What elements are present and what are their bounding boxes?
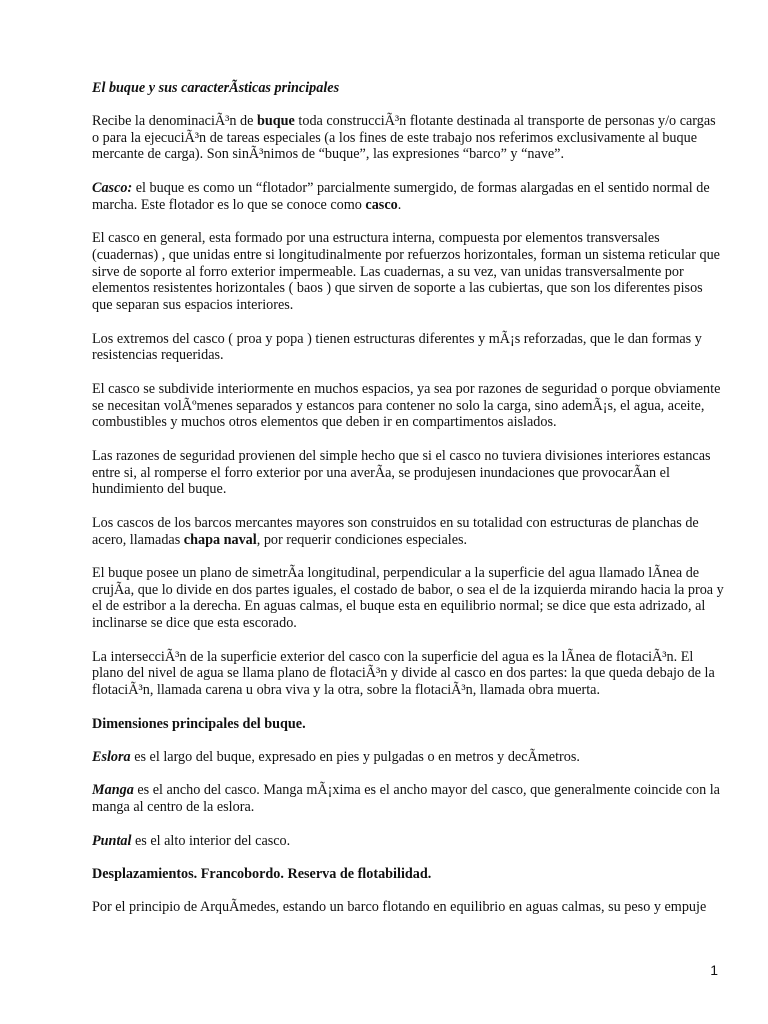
paragraph-text: es el ancho del casco. Manga mÃ¡xima es el ancho mayor del casco, que generalmente coincide con la manga al centro de la eslora. bbox=[92, 782, 720, 816]
paragraph-casco bbox=[92, 180, 724, 214]
term-buque: buque bbox=[257, 112, 295, 129]
paragraph-simetria: El buque posee un plano de simetrÃa longitudinal, perpendicular a la superficie del agua llamado lÃnea de crujÃa, que lo divide en dos partes iguales, el costado de babor, o sea el de la izquierda mirando hacia la proa y el de estribor a la derecha. En aguas calmas, el buque esta en equilibrio normal; se dice que esta adrizado, al inclinarse se dice que esta escorado. bbox=[92, 564, 724, 632]
paragraph-casco-estructura: El casco en general, esta formado por una estructura interna, compuesta por elementos transversales (cuadernas) , que unidas entre si longitudinalmente por refuerzos horizontales, forman un sistema reticular que sirve de soporte al forro exterior impermeable. Las cuadernas, a su vez, van unidas transversalmente por elementos resistentes horizontales ( baos ) que sirven de soporte a las cubiertas, que son los diferentes pisos que separan sus espacios interiores. bbox=[92, 229, 720, 314]
paragraph-buque-definition bbox=[92, 113, 724, 163]
paragraph-subdivision: El casco se subdivide interiormente en muchos espacios, ya sea por razones de seguridad o porque obviamente se necesitan volÃºmenes separados y estancos para contener no solo la carga, sino ademÃ¡s, el agua, aceite, combustibles y muchos otros elementos que deben ir en compartimentos aislados. bbox=[92, 380, 721, 431]
paragraph-text: es el alto interior del casco. bbox=[131, 832, 291, 849]
paragraph-puntal bbox=[92, 833, 724, 850]
page-number: 1 bbox=[710, 962, 718, 978]
term-puntal: Puntal bbox=[92, 832, 132, 849]
paragraph-text: el buque es como un “flotador” parcialmente sumergido, de formas alargadas en el sentido normal de marcha. Este flotador es lo que se conoce como bbox=[92, 179, 710, 213]
section-heading-dimensiones: Dimensiones principales del buque. bbox=[92, 715, 306, 732]
paragraph-text: toda construcciÃ³n flotante destinada al transporte de personas y/o cargas o para la ejecuciÃ³n de tareas especiales (a los fines de este trabajo nos referimos exclusivamente al buque mercante de carga). Son sinÃ³nimos de “buque”, las expresiones “barco” y “nave”. bbox=[92, 112, 716, 163]
paragraph-text: es el largo del buque, expresado en pies y pulgadas o en metros y decÃmetros. bbox=[130, 749, 580, 766]
paragraph-text: , por requerir condiciones especiales. bbox=[256, 531, 468, 548]
paragraph-text: Los cascos de los barcos mercantes mayores son construidos en su totalidad con estructuras de planchas de acero, llamadas bbox=[92, 514, 699, 548]
paragraph-extremos: Los extremos del casco ( proa y popa ) tienen estructuras diferentes y mÃ¡s reforzadas, que le dan formas y resistencias requeridas. bbox=[92, 330, 702, 364]
document-body bbox=[92, 80, 724, 933]
section-heading-desplazamientos: Desplazamientos. Francobordo. Reserva de flotabilidad. bbox=[92, 866, 432, 883]
paragraph-text: Recibe la denominaciÃ³n de bbox=[92, 112, 257, 129]
paragraph-manga bbox=[92, 782, 724, 816]
term-chapa-naval: chapa naval bbox=[183, 531, 257, 548]
paragraph-text: . bbox=[397, 196, 402, 213]
paragraph-seguridad: Las razones de seguridad provienen del simple hecho que si el casco no tuviera divisiones interiores estancas entre si, al romperse el forro exterior por una averÃa, se produjesen inundaciones que provocarÃan el hundimiento del buque. bbox=[92, 447, 711, 498]
document-title: El buque y sus caracterÃsticas principales bbox=[92, 80, 340, 96]
term-casco-lead: Casco: bbox=[92, 179, 133, 196]
paragraph-flotacion: La intersecciÃ³n de la superficie exterior del casco con la superficie del agua es la lÃnea de flotaciÃ³n. El plano del nivel de agua se llama plano de flotaciÃ³n y divide al casco en dos partes: la que queda debajo de la flotaciÃ³n, llamada carena u obra viva y la otra, sobre la flotaciÃ³n, llamada obra muerta. bbox=[92, 648, 715, 699]
paragraph-arquimedes: Por el principio de ArquÃmedes, estando un barco flotando en equilibrio en aguas calmas, su peso y empuje bbox=[92, 899, 707, 916]
paragraph-eslora bbox=[92, 749, 724, 766]
term-eslora: Eslora bbox=[92, 749, 131, 766]
term-casco: casco bbox=[365, 196, 398, 213]
term-manga: Manga bbox=[92, 782, 134, 799]
paragraph-chapa-naval bbox=[92, 515, 724, 549]
